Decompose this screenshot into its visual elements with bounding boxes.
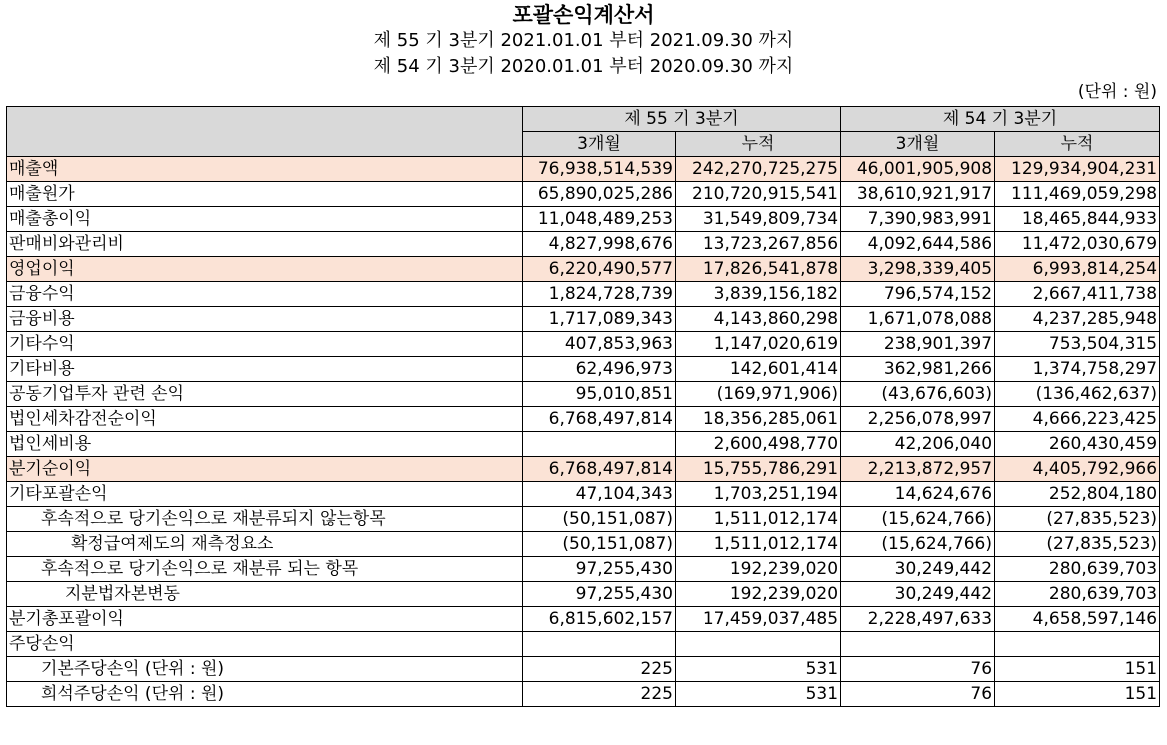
row-value: 531 — [676, 682, 841, 707]
row-value: 17,459,037,485 — [676, 607, 841, 632]
row-label: 영업이익 — [7, 257, 523, 282]
row-value: 362,981,266 — [841, 357, 995, 382]
row-value: 1,671,078,088 — [841, 307, 995, 332]
row-value: 4,092,644,586 — [841, 232, 995, 257]
period-current: 제 55 기 3분기 2021.01.01 부터 2021.09.30 까지 — [373, 30, 794, 51]
row-value: 3,839,156,182 — [676, 282, 841, 307]
row-value: 151 — [995, 657, 1160, 682]
row-value: 1,703,251,194 — [676, 482, 841, 507]
row-value: 30,249,442 — [841, 557, 995, 582]
row-value: 6,220,490,577 — [523, 257, 676, 282]
row-label: 공동기업투자 관련 손익 — [7, 382, 523, 407]
row-value: 531 — [676, 657, 841, 682]
table-row — [7, 632, 1160, 657]
row-value: 4,405,792,966 — [995, 457, 1160, 482]
row-value: (136,462,637) — [995, 382, 1160, 407]
row-value: 17,826,541,878 — [676, 257, 841, 282]
row-value: 3,298,339,405 — [841, 257, 995, 282]
table-row — [7, 257, 1160, 282]
row-value: 15,755,786,291 — [676, 457, 841, 482]
row-value: 280,639,703 — [995, 557, 1160, 582]
row-value: 1,824,728,739 — [523, 282, 676, 307]
row-value: 2,228,497,633 — [841, 607, 995, 632]
row-value: 210,720,915,541 — [676, 182, 841, 207]
row-value: 4,237,285,948 — [995, 307, 1160, 332]
row-value — [676, 632, 841, 657]
row-label: 기타포괄손익 — [7, 482, 523, 507]
row-value: 242,270,725,275 — [676, 157, 841, 182]
row-value — [841, 632, 995, 657]
row-value: 6,768,497,814 — [523, 407, 676, 432]
row-value: 14,624,676 — [841, 482, 995, 507]
table-row — [7, 357, 1160, 382]
row-label: 주당손익 — [7, 632, 523, 657]
row-value: 6,768,497,814 — [523, 457, 676, 482]
row-value: 46,001,905,908 — [841, 157, 995, 182]
row-label: 기타비용 — [7, 357, 523, 382]
row-value: (27,835,523) — [995, 532, 1160, 557]
row-label: 분기총포괄이익 — [7, 607, 523, 632]
row-value: 38,610,921,917 — [841, 182, 995, 207]
row-value: 4,827,998,676 — [523, 232, 676, 257]
row-label: 기본주당손익 (단위 : 원) — [7, 657, 523, 682]
row-label: 금융비용 — [7, 307, 523, 332]
row-value: 97,255,430 — [523, 582, 676, 607]
row-value — [523, 632, 676, 657]
row-value: 1,717,089,343 — [523, 307, 676, 332]
row-value: 76 — [841, 682, 995, 707]
row-value: 192,239,020 — [676, 557, 841, 582]
row-value: 2,667,411,738 — [995, 282, 1160, 307]
row-value: (50,151,087) — [523, 532, 676, 557]
row-value: (15,624,766) — [841, 532, 995, 557]
header-col-current-cum: 누적 — [676, 132, 841, 157]
table-row — [7, 557, 1160, 582]
row-value: 1,511,012,174 — [676, 532, 841, 557]
table-row — [7, 157, 1160, 182]
row-value: 225 — [523, 657, 676, 682]
period-prior: 제 54 기 3분기 2020.01.01 부터 2020.09.30 까지 — [373, 56, 794, 77]
row-value: 47,104,343 — [523, 482, 676, 507]
row-value: 11,472,030,679 — [995, 232, 1160, 257]
row-label: 법인세비용 — [7, 432, 523, 457]
row-value: 7,390,983,991 — [841, 207, 995, 232]
row-label: 후속적으로 당기손익으로 재분류되지 않는항목 — [7, 507, 523, 532]
row-label: 기타수익 — [7, 332, 523, 357]
row-label: 매출원가 — [7, 182, 523, 207]
row-value: 97,255,430 — [523, 557, 676, 582]
row-value: 1,147,020,619 — [676, 332, 841, 357]
table-row — [7, 607, 1160, 632]
row-value: 4,658,597,146 — [995, 607, 1160, 632]
row-value: 238,901,397 — [841, 332, 995, 357]
row-label: 희석주당손익 (단위 : 원) — [7, 682, 523, 707]
row-value: 151 — [995, 682, 1160, 707]
table-row — [7, 407, 1160, 432]
row-value: 76,938,514,539 — [523, 157, 676, 182]
row-value: (15,624,766) — [841, 507, 995, 532]
table-row — [7, 532, 1160, 557]
table-body — [7, 157, 1160, 707]
row-value: 6,815,602,157 — [523, 607, 676, 632]
row-value: 4,143,860,298 — [676, 307, 841, 332]
unit-label: (단위 : 원) — [1077, 82, 1157, 102]
row-label: 금융수익 — [7, 282, 523, 307]
table-row — [7, 207, 1160, 232]
row-label: 매출액 — [7, 157, 523, 182]
row-value: 280,639,703 — [995, 582, 1160, 607]
row-label: 후속적으로 당기손익으로 재분류 되는 항목 — [7, 557, 523, 582]
header-blank — [7, 107, 523, 157]
row-value: 42,206,040 — [841, 432, 995, 457]
row-value — [523, 432, 676, 457]
table-row — [7, 457, 1160, 482]
row-value: 1,511,012,174 — [676, 507, 841, 532]
table-row — [7, 182, 1160, 207]
row-value: 260,430,459 — [995, 432, 1160, 457]
row-value: 65,890,025,286 — [523, 182, 676, 207]
row-value: 796,574,152 — [841, 282, 995, 307]
row-value: 252,804,180 — [995, 482, 1160, 507]
row-label: 법인세차감전순이익 — [7, 407, 523, 432]
row-value: 13,723,267,856 — [676, 232, 841, 257]
row-value: 407,853,963 — [523, 332, 676, 357]
header-col-current-3m: 3개월 — [523, 132, 676, 157]
row-value: 18,356,285,061 — [676, 407, 841, 432]
row-value: 6,993,814,254 — [995, 257, 1160, 282]
table-row — [7, 307, 1160, 332]
row-value: 192,239,020 — [676, 582, 841, 607]
table-row — [7, 582, 1160, 607]
row-value: 129,934,904,231 — [995, 157, 1160, 182]
row-value: 95,010,851 — [523, 382, 676, 407]
row-value — [995, 632, 1160, 657]
row-value: 753,504,315 — [995, 332, 1160, 357]
statement-title: 포괄손익계산서 — [512, 3, 655, 27]
row-value: (27,835,523) — [995, 507, 1160, 532]
row-label: 매출총이익 — [7, 207, 523, 232]
row-value: 1,374,758,297 — [995, 357, 1160, 382]
row-value: 2,213,872,957 — [841, 457, 995, 482]
row-value: 30,249,442 — [841, 582, 995, 607]
row-value: 142,601,414 — [676, 357, 841, 382]
table-row — [7, 232, 1160, 257]
income-statement-table — [6, 106, 1160, 707]
row-value: 4,666,223,425 — [995, 407, 1160, 432]
row-value: 11,048,489,253 — [523, 207, 676, 232]
table-row — [7, 432, 1160, 457]
row-value: (43,676,603) — [841, 382, 995, 407]
table-row — [7, 682, 1160, 707]
row-value: 225 — [523, 682, 676, 707]
row-value: 111,469,059,298 — [995, 182, 1160, 207]
header-col-prior-cum: 누적 — [995, 132, 1160, 157]
table-row — [7, 507, 1160, 532]
row-value: (50,151,087) — [523, 507, 676, 532]
header-col-prior-3m: 3개월 — [841, 132, 995, 157]
row-label: 확정급여제도의 재측정요소 — [7, 532, 523, 557]
row-value: 18,465,844,933 — [995, 207, 1160, 232]
header-group-prior: 제 54 기 3분기 — [841, 107, 1160, 132]
row-label: 분기순이익 — [7, 457, 523, 482]
row-value: 2,600,498,770 — [676, 432, 841, 457]
row-label: 판매비와관리비 — [7, 232, 523, 257]
row-value: 76 — [841, 657, 995, 682]
header-group-current: 제 55 기 3분기 — [523, 107, 841, 132]
table-row — [7, 282, 1160, 307]
table-row — [7, 332, 1160, 357]
table-row — [7, 482, 1160, 507]
row-value: 2,256,078,997 — [841, 407, 995, 432]
row-label: 지분법자본변동 — [7, 582, 523, 607]
row-value: (169,971,906) — [676, 382, 841, 407]
row-value: 62,496,973 — [523, 357, 676, 382]
row-value: 31,549,809,734 — [676, 207, 841, 232]
table-row — [7, 382, 1160, 407]
table-row — [7, 657, 1160, 682]
